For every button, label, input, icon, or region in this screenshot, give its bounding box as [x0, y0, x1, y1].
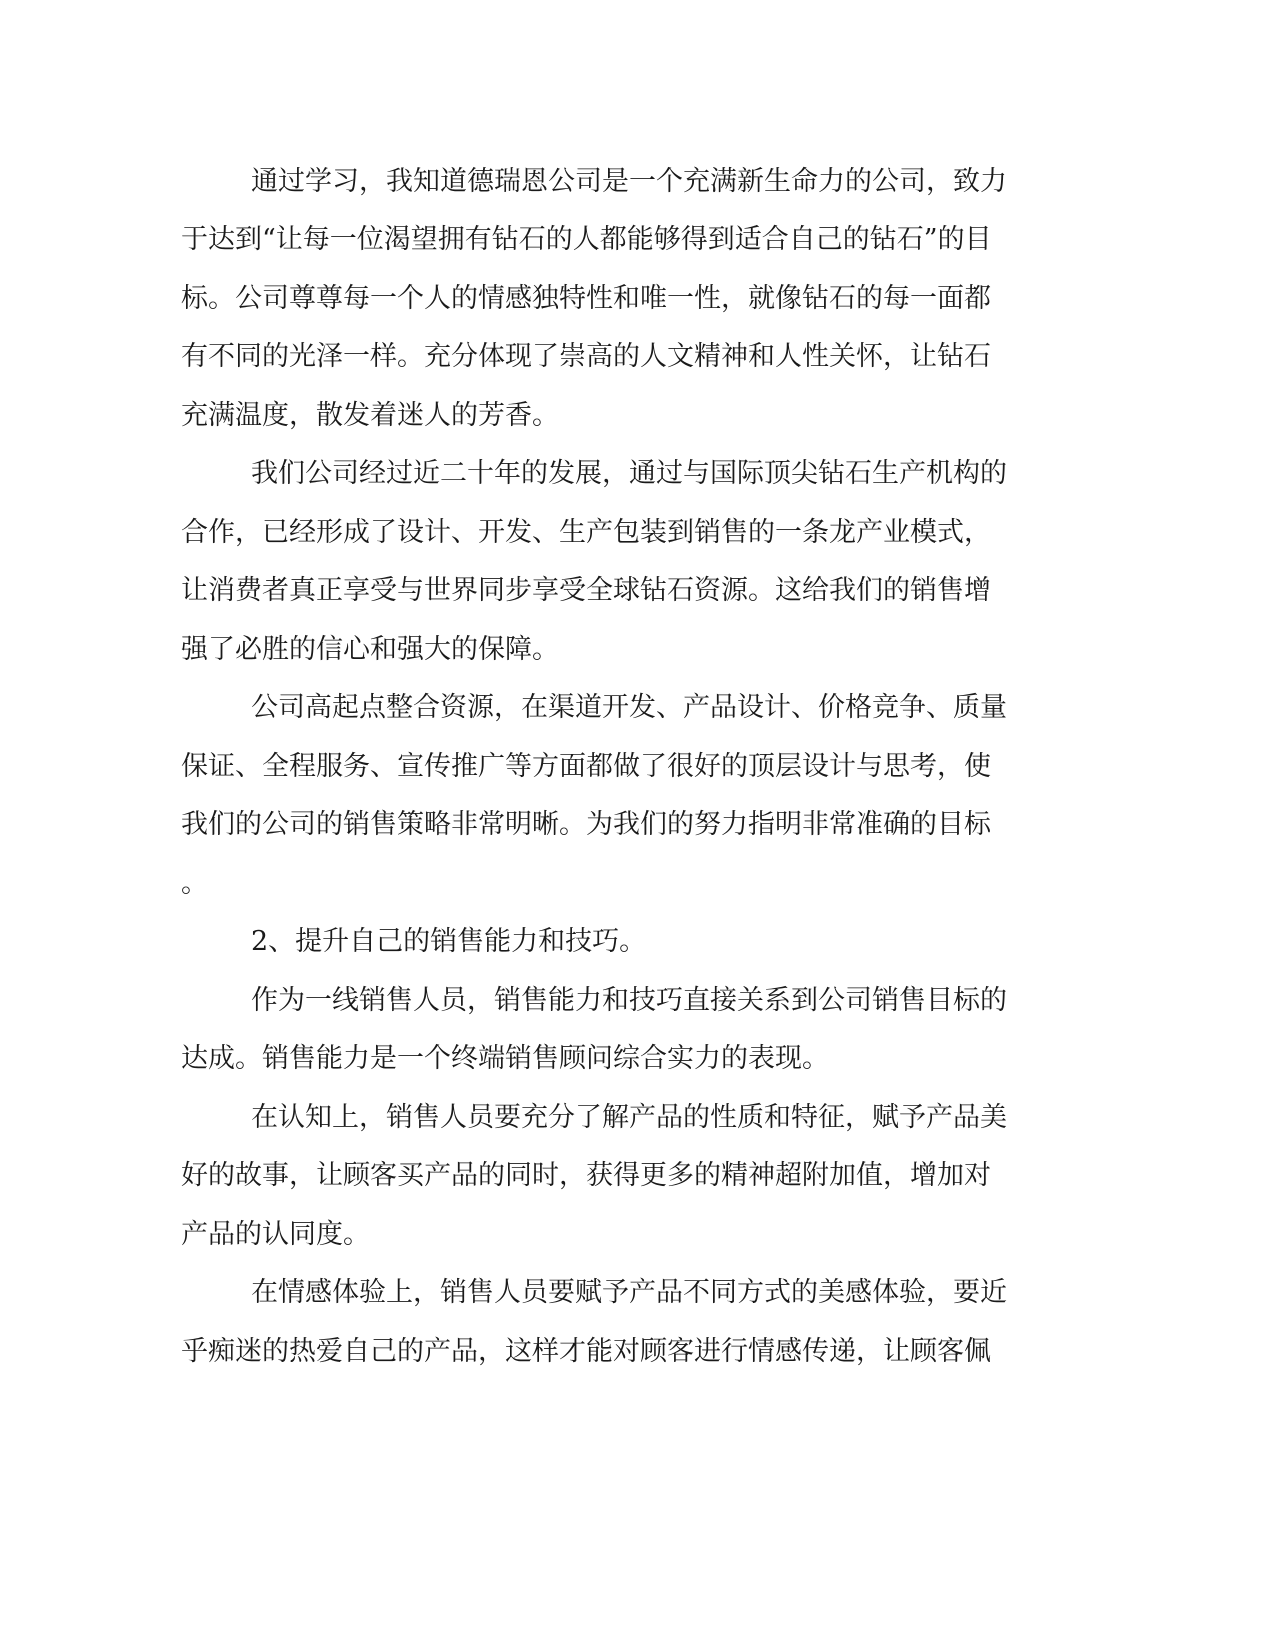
text-line-20: 在情感体验上，销售人员要赋予产品不同方式的美感体验，要近 [251, 1277, 1007, 1308]
text-line-19: 产品的认同度。 [181, 1219, 370, 1250]
text-line-6: 我们公司经过近二十年的发展，通过与国际顶尖钻石生产机构的 [251, 458, 1007, 489]
text-line-17: 在认知上，销售人员要充分了解产品的性质和特征，赋予产品美 [251, 1102, 1007, 1133]
text-line-12: 我们的公司的销售策略非常明晰。为我们的努力指明非常准确的目标 [181, 809, 991, 840]
text-line-16: 达成。销售能力是一个终端销售顾问综合实力的表现。 [181, 1043, 829, 1074]
text-line-2: 于达到“让每一位渴望拥有钻石的人都能够得到适合自己的钻石”的目 [181, 224, 992, 255]
text-line-7: 合作，已经形成了设计、开发、生产包装到销售的一条龙产业模式， [181, 517, 991, 548]
text-line-14: 2、提升自己的销售能力和技巧。 [251, 926, 647, 957]
text-line-8: 让消费者真正享受与世界同步享受全球钻石资源。这给我们的销售增 [181, 575, 991, 606]
text-line-18: 好的故事，让顾客买产品的同时，获得更多的精神超附加值，增加对 [181, 1160, 991, 1191]
text-line-5: 充满温度，散发着迷人的芳香。 [181, 400, 559, 431]
text-line-15: 作为一线销售人员，销售能力和技巧直接关系到公司销售目标的 [251, 985, 1007, 1016]
text-line-11: 保证、全程服务、宣传推广等方面都做了很好的顶层设计与思考，使 [181, 751, 991, 782]
text-line-4: 有不同的光泽一样。充分体现了崇高的人文精神和人性关怀，让钻石 [181, 341, 991, 372]
text-line-1: 通过学习，我知道德瑞恩公司是一个充满新生命力的公司，致力 [251, 166, 1007, 197]
text-line-3: 标。公司尊尊每一个人的情感独特性和唯一性，就像钻石的每一面都 [181, 283, 991, 314]
text-line-21: 乎痴迷的热爱自己的产品，这样才能对顾客进行情感传递，让顾客佩 [181, 1336, 991, 1367]
text-line-10: 公司高起点整合资源，在渠道开发、产品设计、价格竞争、质量 [251, 692, 1007, 723]
text-line-13: 。 [181, 868, 208, 899]
text-line-9: 强了必胜的信心和强大的保障。 [181, 634, 559, 665]
